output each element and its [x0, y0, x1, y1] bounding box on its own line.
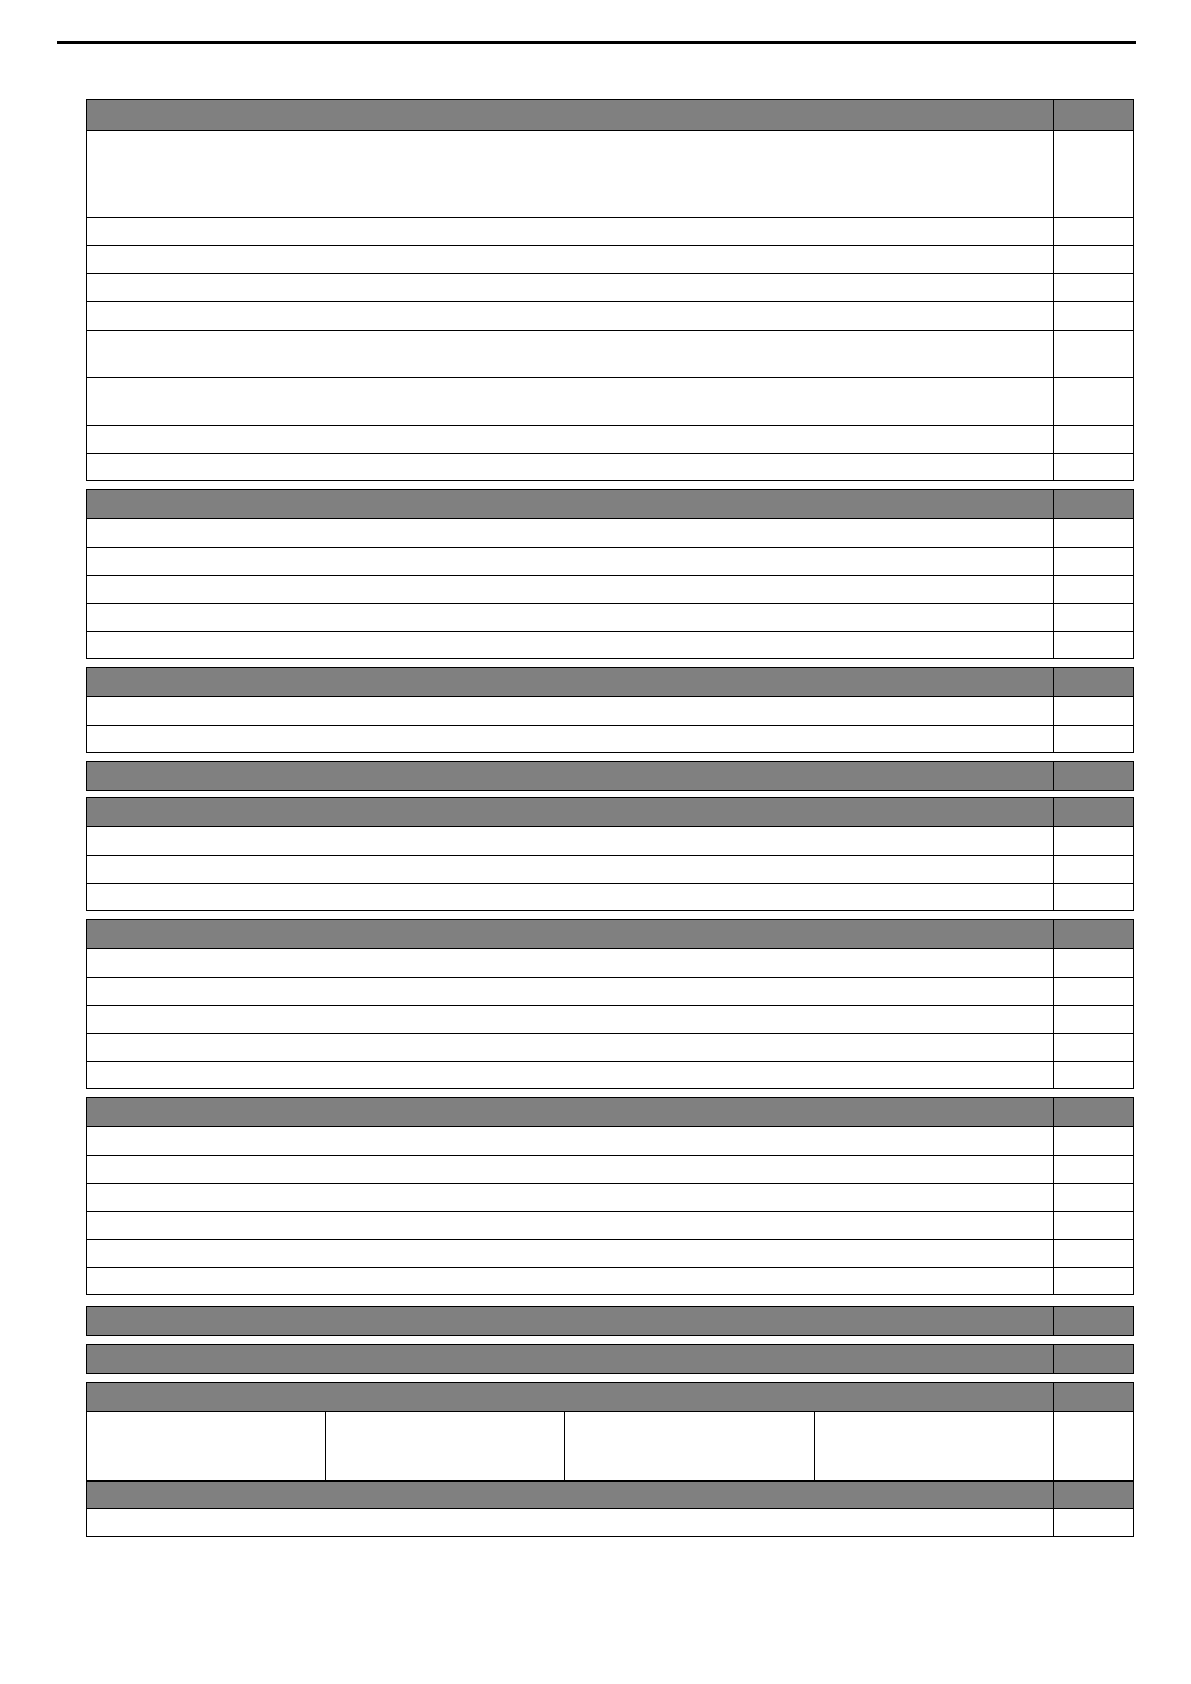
row-label	[87, 426, 1053, 453]
section-8	[86, 1306, 1134, 1336]
column-group	[87, 1412, 1053, 1480]
row-value-field[interactable]	[1053, 1184, 1133, 1211]
section-5-title	[87, 798, 1053, 826]
row-value-field[interactable]	[1053, 604, 1133, 631]
row-label	[87, 978, 1053, 1005]
row-value-field[interactable]	[1053, 1006, 1133, 1033]
section-6-row	[87, 1061, 1133, 1088]
section-3-title	[87, 668, 1053, 696]
section-5-row	[87, 855, 1133, 883]
section-6-row	[87, 1033, 1133, 1061]
section-7	[86, 1097, 1134, 1295]
section-5-row	[87, 883, 1133, 910]
row-label	[87, 604, 1053, 631]
row-label	[87, 131, 1053, 217]
row-value-field[interactable]	[1053, 697, 1133, 725]
row-label	[87, 454, 1053, 480]
section-5	[86, 797, 1134, 911]
row-label	[87, 827, 1053, 855]
section-1-row	[87, 453, 1133, 480]
row-value-field[interactable]	[1053, 1034, 1133, 1061]
section-7-title	[87, 1098, 1053, 1126]
section-5-header	[87, 798, 1133, 827]
section-11-header	[87, 1480, 1133, 1509]
section-9-title	[87, 1345, 1053, 1373]
row-value-field[interactable]	[1053, 1268, 1133, 1294]
row-value-field[interactable]	[1053, 978, 1133, 1005]
section-1-row	[87, 330, 1133, 377]
section-8-side-header	[1053, 1307, 1133, 1335]
section-6-title	[87, 920, 1053, 948]
section-2-row	[87, 631, 1133, 658]
section-7-row	[87, 1183, 1133, 1211]
row-value-field[interactable]	[1053, 131, 1133, 217]
row-label	[87, 576, 1053, 603]
form	[86, 99, 1134, 1537]
row-label	[87, 302, 1053, 330]
row-label	[87, 1062, 1053, 1088]
section-9	[86, 1344, 1134, 1374]
row-value-field[interactable]	[1053, 519, 1133, 547]
row-label	[87, 548, 1053, 575]
section-6-row	[87, 949, 1133, 977]
row-label	[87, 331, 1053, 377]
section-11-row	[87, 1509, 1133, 1536]
row-label	[87, 632, 1053, 658]
row-label	[87, 1509, 1053, 1536]
row-value-field[interactable]	[1053, 576, 1133, 603]
section-11-side-header	[1053, 1482, 1133, 1508]
section-9-side-header	[1053, 1345, 1133, 1373]
section-4	[86, 761, 1134, 791]
section-2	[86, 489, 1134, 659]
column-field-2[interactable]	[326, 1412, 565, 1480]
row-label	[87, 1240, 1053, 1267]
section-2-row	[87, 603, 1133, 631]
row-value-field[interactable]	[1053, 1412, 1133, 1480]
top-rule	[57, 41, 1136, 44]
row-label	[87, 218, 1053, 245]
row-label	[87, 1006, 1053, 1033]
section-7-row	[87, 1127, 1133, 1155]
section-6-row	[87, 1005, 1133, 1033]
row-label	[87, 1034, 1053, 1061]
section-1-title	[87, 100, 1053, 130]
section-3-side-header	[1053, 668, 1133, 696]
row-label	[87, 697, 1053, 725]
section-1-side-header	[1053, 100, 1133, 130]
row-value-field[interactable]	[1053, 1156, 1133, 1183]
section-7-row	[87, 1239, 1133, 1267]
section-1-row	[87, 245, 1133, 273]
column-field-3[interactable]	[565, 1412, 815, 1480]
row-label	[87, 949, 1053, 977]
row-value-field[interactable]	[1053, 378, 1133, 425]
section-2-side-header	[1053, 490, 1133, 518]
section-1-row	[87, 273, 1133, 301]
section-3-row	[87, 725, 1133, 752]
section-7-row	[87, 1267, 1133, 1294]
row-label	[87, 274, 1053, 301]
section-7-row	[87, 1211, 1133, 1239]
section-7-side-header	[1053, 1098, 1133, 1126]
section-4-header	[87, 762, 1133, 790]
row-value-field[interactable]	[1053, 726, 1133, 752]
section-5-row	[87, 827, 1133, 855]
section-9-header	[87, 1345, 1133, 1373]
row-value-field[interactable]	[1053, 331, 1133, 377]
section-2-header	[87, 490, 1133, 519]
row-value-field[interactable]	[1053, 218, 1133, 245]
row-value-field[interactable]	[1053, 856, 1133, 883]
section-2-row	[87, 575, 1133, 603]
section-10	[86, 1382, 1134, 1537]
row-value-field[interactable]	[1053, 827, 1133, 855]
section-7-header	[87, 1098, 1133, 1127]
section-6-row	[87, 977, 1133, 1005]
row-value-field[interactable]	[1053, 632, 1133, 658]
section-1-row	[87, 425, 1133, 453]
row-value-field[interactable]	[1053, 1062, 1133, 1088]
row-label	[87, 1127, 1053, 1155]
section-6-header	[87, 920, 1133, 949]
column-field-1[interactable]	[87, 1412, 326, 1480]
row-label	[87, 1184, 1053, 1211]
row-value-field[interactable]	[1053, 1212, 1133, 1239]
row-value-field[interactable]	[1053, 302, 1133, 330]
section-10-columns-row	[87, 1412, 1133, 1480]
section-10-side-header	[1053, 1383, 1133, 1411]
section-10-header	[87, 1383, 1133, 1412]
row-value-field[interactable]	[1053, 1509, 1133, 1536]
section-10-title	[87, 1383, 1053, 1411]
row-label	[87, 519, 1053, 547]
section-5-side-header	[1053, 798, 1133, 826]
section-3	[86, 667, 1134, 753]
section-1-header	[87, 100, 1133, 131]
row-label	[87, 246, 1053, 273]
row-value-field[interactable]	[1053, 548, 1133, 575]
section-11-title	[87, 1482, 1053, 1508]
column-field-4[interactable]	[815, 1412, 1053, 1480]
section-1-row	[87, 217, 1133, 245]
section-1	[86, 99, 1134, 481]
row-value-field[interactable]	[1053, 949, 1133, 977]
section-8-header	[87, 1307, 1133, 1335]
section-3-header	[87, 668, 1133, 697]
row-value-field[interactable]	[1053, 246, 1133, 273]
section-2-row	[87, 547, 1133, 575]
section-2-title	[87, 490, 1053, 518]
row-value-field[interactable]	[1053, 426, 1133, 453]
row-label	[87, 856, 1053, 883]
section-2-row	[87, 519, 1133, 547]
row-value-field[interactable]	[1053, 274, 1133, 301]
section-4-title	[87, 762, 1053, 790]
section-6-side-header	[1053, 920, 1133, 948]
row-value-field[interactable]	[1053, 1127, 1133, 1155]
section-3-row	[87, 697, 1133, 725]
row-label	[87, 1212, 1053, 1239]
section-8-title	[87, 1307, 1053, 1335]
section-1-row	[87, 377, 1133, 425]
row-value-field[interactable]	[1053, 1240, 1133, 1267]
row-label	[87, 1268, 1053, 1294]
row-label	[87, 1156, 1053, 1183]
row-value-field[interactable]	[1053, 884, 1133, 910]
section-1-row	[87, 301, 1133, 330]
section-4-side-header	[1053, 762, 1133, 790]
section-7-row	[87, 1155, 1133, 1183]
row-value-field[interactable]	[1053, 454, 1133, 480]
section-6	[86, 919, 1134, 1089]
row-label	[87, 726, 1053, 752]
row-label	[87, 884, 1053, 910]
section-1-row	[87, 131, 1133, 217]
row-label	[87, 378, 1053, 425]
